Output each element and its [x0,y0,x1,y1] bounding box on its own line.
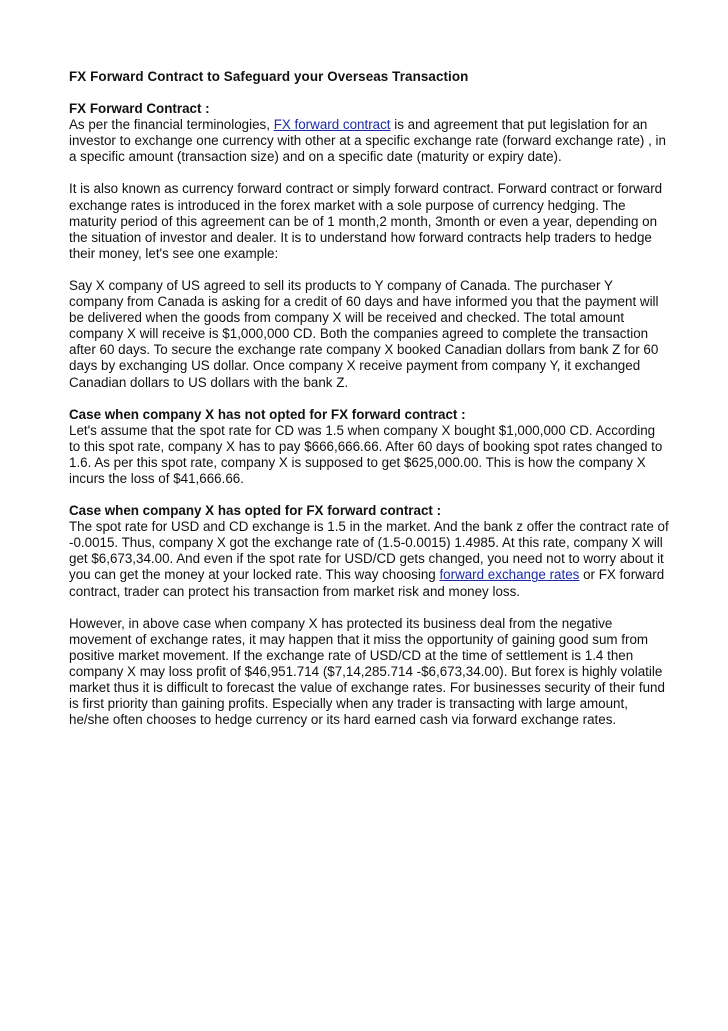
section-also-known-as [69,181,669,261]
document-title: FX Forward Contract to Safeguard your Overseas Transaction [69,69,469,84]
section-heading: FX Forward Contract : [69,101,210,117]
section-heading: Case when company X has not opted for FX forward contract : [69,406,466,422]
section-case-not-opted [69,407,669,487]
document-body [69,69,669,744]
paragraph-text: or FX forward contract, trader can protect his transaction from market risk and money loss. [69,567,665,599]
paragraph: It is also known as currency forward contract or simply forward contract. Forward contract or forward exchange rates is introduced in the forex market with a sole purpose of currency hedging. The maturity period of this agreement can be of 1 month,2 month, 3month or even a year, depending on the situation of investor and dealer. It is to understand how forward contracts help traders to hedge their money, let's see one example: [69,181,663,261]
paragraph: Say X company of US agreed to sell its products to Y company of Canada. The purchaser Y company from Canada is asking for a credit of 60 days and have informed you that the payment will be delivered when the goods from company X will be received and checked. The total amount company X will receive is $1,000,000 CD. Both the companies agreed to complete the transaction after 60 days. To secure the exchange rate company X booked Canadian dollars from bank Z for 60 days by exchanging US dollar. Once company X receive payment from company Y, it exchanged Canadian dollars to US dollars with the bank Z. [69,277,659,390]
paragraph-text: The spot rate for USD and CD exchange is 1.5 in the market. And the bank z offer the contract rate of -0.0015. Thus, company X got the exchange rate of (1.5-0.0015) 1.4985. At this rate, company X will get $6,673,34.00. And even if the spot rate for USD/CD gets changed, you need not to worry about it you can get the money at your locked rate. This way choosing [69,519,669,583]
paragraph [69,117,669,165]
paragraph [69,519,669,599]
section-however [69,616,669,729]
paragraph-text: is and agreement that put legislation for an investor to exchange one currency with other at a specific exchange rate (forward exchange rate) , in a specific amount (transaction size) and on a specific date (maturity or expiry date). [69,117,666,165]
section-example [69,278,669,391]
paragraph-text: As per the financial terminologies, [69,117,274,133]
section-fx-forward-contract [69,101,669,165]
section-case-opted [69,503,669,600]
paragraph: Let's assume that the spot rate for CD was 1.5 when company X bought $1,000,000 CD. According to this spot rate, company X has to pay $666,666.66. After 60 days of booking spot rates changed to 1.6. As per this spot rate, company X is supposed to get $625,000.00. This is how the company X incurs the loss of $41,666.66. [69,422,663,486]
forward-exchange-rates-link[interactable]: forward exchange rates [439,567,580,583]
fx-forward-contract-link[interactable]: FX forward contract [273,117,391,133]
paragraph: However, in above case when company X has protected its business deal from the negative movement of exchange rates, it may happen that it miss the opportunity of gaining good sum from positive market movement. If the exchange rate of USD/CD at the time of settlement is 1.4 then company X may loss profit of $46,951.714 ($7,14,285.714 -$6,673,34.00). But forex is highly volatile market thus it is difficult to forecast the value of exchange rates. For businesses security of their fund is first priority than gaining profits. Especially when any trader is transacting with large amount, he/she often chooses to hedge currency or its hard earned cash via forward exchange rates. [69,615,665,728]
section-heading: Case when company X has opted for FX forward contract : [69,503,442,519]
